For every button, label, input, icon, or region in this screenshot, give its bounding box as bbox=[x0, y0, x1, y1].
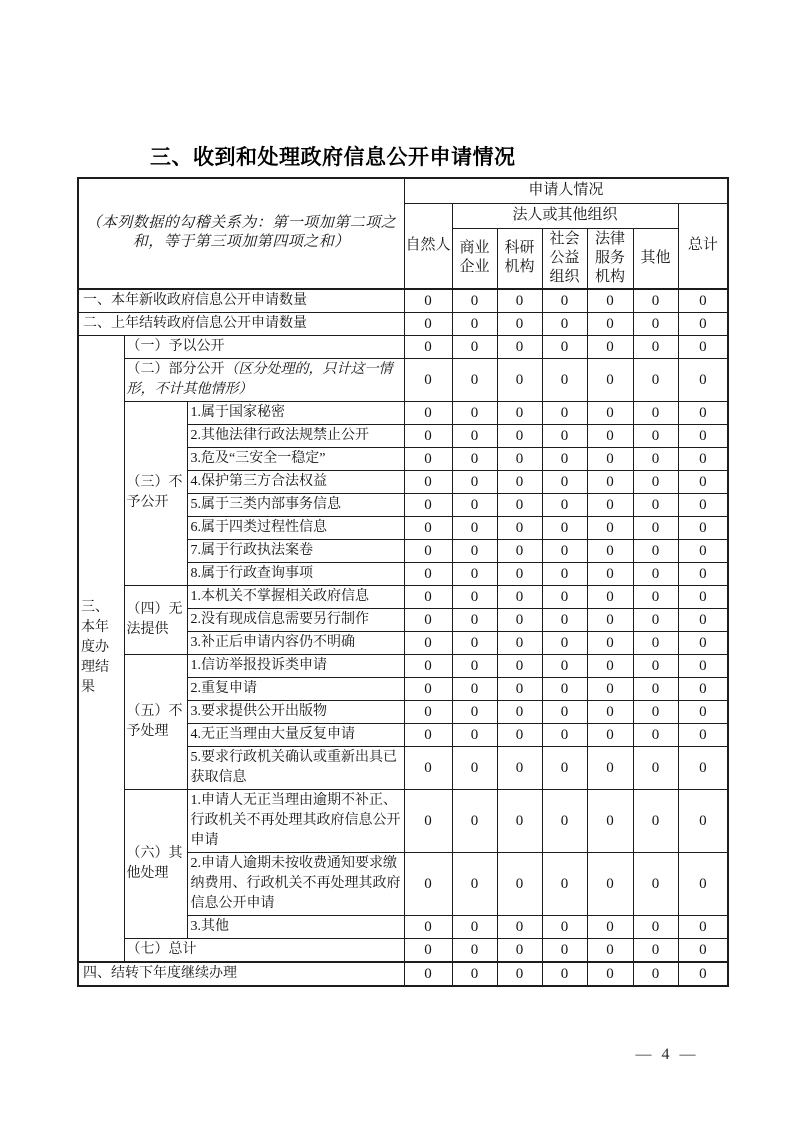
value-cell: 0 bbox=[497, 938, 542, 962]
value-cell: 0 bbox=[542, 562, 587, 585]
value-cell: 0 bbox=[633, 677, 678, 700]
row-label-item: 8.属于行政查询事项 bbox=[187, 562, 404, 585]
row-label-item: 1.信访举报投诉类申请 bbox=[187, 654, 404, 677]
page-number: — 4 — bbox=[635, 1046, 699, 1063]
value-cell: 0 bbox=[678, 608, 728, 631]
value-cell: 0 bbox=[678, 470, 728, 493]
value-cell: 0 bbox=[452, 789, 497, 852]
header-org-col-research: 科研机构 bbox=[497, 228, 542, 289]
value-cell: 0 bbox=[633, 852, 678, 915]
value-cell: 0 bbox=[678, 852, 728, 915]
value-cell: 0 bbox=[587, 962, 633, 986]
value-cell: 0 bbox=[678, 424, 728, 447]
value-cell: 0 bbox=[452, 915, 497, 938]
header-row-1 bbox=[78, 178, 728, 203]
value-cell: 0 bbox=[587, 539, 633, 562]
value-cell: 0 bbox=[633, 938, 678, 962]
value-cell: 0 bbox=[587, 516, 633, 539]
row-label-item: 5.要求行政机关确认或重新出具已获取信息 bbox=[187, 746, 404, 789]
value-cell: 0 bbox=[633, 915, 678, 938]
value-cell: 0 bbox=[452, 962, 497, 986]
page-title: 三、收到和处理政府信息公开申请情况 bbox=[150, 146, 516, 169]
header-org-col-legal-service: 法律服务机构 bbox=[587, 228, 633, 289]
value-cell: 0 bbox=[404, 723, 452, 746]
header-total: 总计 bbox=[678, 203, 728, 289]
table-body bbox=[78, 289, 728, 986]
value-cell: 0 bbox=[678, 516, 728, 539]
value-cell: 0 bbox=[497, 852, 542, 915]
row-label-item: 7.属于行政执法案卷 bbox=[187, 539, 404, 562]
value-cell: 0 bbox=[497, 358, 542, 401]
header-legal-org-group: 法人或其他组织 bbox=[452, 203, 678, 228]
value-cell: 0 bbox=[542, 700, 587, 723]
value-cell: 0 bbox=[542, 608, 587, 631]
value-cell: 0 bbox=[404, 493, 452, 516]
value-cell: 0 bbox=[633, 335, 678, 358]
value-cell: 0 bbox=[542, 470, 587, 493]
value-cell: 0 bbox=[452, 585, 497, 608]
value-cell: 0 bbox=[678, 562, 728, 585]
table-row bbox=[78, 789, 728, 852]
value-cell: 0 bbox=[587, 654, 633, 677]
value-cell: 0 bbox=[678, 915, 728, 938]
value-cell: 0 bbox=[587, 470, 633, 493]
row-label-main: 二、上年结转政府信息公开申请数量 bbox=[78, 312, 404, 335]
value-cell: 0 bbox=[587, 746, 633, 789]
value-cell: 0 bbox=[587, 562, 633, 585]
value-cell: 0 bbox=[497, 608, 542, 631]
value-cell: 0 bbox=[497, 289, 542, 313]
value-cell: 0 bbox=[497, 746, 542, 789]
row-label-item: 3.危及“三安全一稳定” bbox=[187, 447, 404, 470]
report-table bbox=[77, 177, 729, 987]
value-cell: 0 bbox=[497, 677, 542, 700]
value-cell: 0 bbox=[587, 585, 633, 608]
row-label-main: 四、结转下年度继续办理 bbox=[78, 962, 404, 986]
value-cell: 0 bbox=[633, 539, 678, 562]
value-cell: 0 bbox=[542, 401, 587, 424]
value-cell: 0 bbox=[542, 723, 587, 746]
value-cell: 0 bbox=[497, 539, 542, 562]
table-header bbox=[78, 178, 728, 289]
value-cell: 0 bbox=[452, 424, 497, 447]
value-cell: 0 bbox=[678, 654, 728, 677]
value-cell: 0 bbox=[497, 723, 542, 746]
value-cell: 0 bbox=[404, 516, 452, 539]
value-cell: 0 bbox=[633, 746, 678, 789]
row-label-item: 2.重复申请 bbox=[187, 677, 404, 700]
value-cell: 0 bbox=[678, 962, 728, 986]
value-cell: 0 bbox=[587, 424, 633, 447]
row-label-item: 3.其他 bbox=[187, 915, 404, 938]
value-cell: 0 bbox=[678, 401, 728, 424]
value-cell: 0 bbox=[542, 631, 587, 654]
value-cell: 0 bbox=[633, 789, 678, 852]
table-row bbox=[78, 938, 728, 962]
value-cell: 0 bbox=[587, 358, 633, 401]
row-label-item: 4.无正当理由大量反复申请 bbox=[187, 723, 404, 746]
value-cell: 0 bbox=[404, 470, 452, 493]
value-cell: 0 bbox=[633, 562, 678, 585]
value-cell: 0 bbox=[678, 312, 728, 335]
value-cell: 0 bbox=[452, 516, 497, 539]
value-cell: 0 bbox=[542, 746, 587, 789]
table-row bbox=[78, 585, 728, 608]
value-cell: 0 bbox=[633, 654, 678, 677]
value-cell: 0 bbox=[678, 585, 728, 608]
value-cell: 0 bbox=[678, 938, 728, 962]
value-cell: 0 bbox=[452, 312, 497, 335]
value-cell: 0 bbox=[542, 312, 587, 335]
value-cell: 0 bbox=[404, 585, 452, 608]
value-cell: 0 bbox=[587, 700, 633, 723]
value-cell: 0 bbox=[542, 335, 587, 358]
value-cell: 0 bbox=[633, 585, 678, 608]
value-cell: 0 bbox=[452, 358, 497, 401]
value-cell: 0 bbox=[452, 654, 497, 677]
value-cell: 0 bbox=[633, 723, 678, 746]
row-label-item: 6.属于四类过程性信息 bbox=[187, 516, 404, 539]
value-cell: 0 bbox=[587, 447, 633, 470]
value-cell: 0 bbox=[452, 608, 497, 631]
value-cell: 0 bbox=[452, 700, 497, 723]
value-cell: 0 bbox=[404, 938, 452, 962]
value-cell: 0 bbox=[404, 562, 452, 585]
value-cell: 0 bbox=[633, 470, 678, 493]
value-cell: 0 bbox=[587, 312, 633, 335]
value-cell: 0 bbox=[587, 608, 633, 631]
value-cell: 0 bbox=[587, 631, 633, 654]
value-cell: 0 bbox=[404, 401, 452, 424]
value-cell: 0 bbox=[633, 608, 678, 631]
row-label-subsection: （四）无法提供 bbox=[124, 585, 187, 654]
value-cell: 0 bbox=[404, 746, 452, 789]
value-cell: 0 bbox=[497, 654, 542, 677]
value-cell: 0 bbox=[452, 289, 497, 313]
value-cell: 0 bbox=[633, 516, 678, 539]
value-cell: 0 bbox=[452, 938, 497, 962]
value-cell: 0 bbox=[542, 789, 587, 852]
value-cell: 0 bbox=[633, 312, 678, 335]
value-cell: 0 bbox=[587, 852, 633, 915]
value-cell: 0 bbox=[452, 493, 497, 516]
value-cell: 0 bbox=[404, 654, 452, 677]
value-cell: 0 bbox=[678, 789, 728, 852]
value-cell: 0 bbox=[404, 424, 452, 447]
value-cell: 0 bbox=[542, 585, 587, 608]
value-cell: 0 bbox=[497, 424, 542, 447]
value-cell: 0 bbox=[497, 789, 542, 852]
table-row bbox=[78, 654, 728, 677]
value-cell: 0 bbox=[587, 723, 633, 746]
value-cell: 0 bbox=[452, 447, 497, 470]
value-cell: 0 bbox=[404, 312, 452, 335]
value-cell: 0 bbox=[404, 915, 452, 938]
row-label-item: 1.本机关不掌握相关政府信息 bbox=[187, 585, 404, 608]
value-cell: 0 bbox=[678, 358, 728, 401]
table-row bbox=[78, 962, 728, 986]
row-label-item: 1.属于国家秘密 bbox=[187, 401, 404, 424]
value-cell: 0 bbox=[678, 677, 728, 700]
value-cell: 0 bbox=[633, 700, 678, 723]
value-cell: 0 bbox=[452, 852, 497, 915]
value-cell: 0 bbox=[497, 493, 542, 516]
table-row bbox=[78, 312, 728, 335]
value-cell: 0 bbox=[404, 289, 452, 313]
value-cell: 0 bbox=[497, 915, 542, 938]
value-cell: 0 bbox=[542, 915, 587, 938]
value-cell: 0 bbox=[404, 852, 452, 915]
row-label-subsection: （七）总计 bbox=[124, 938, 404, 962]
value-cell: 0 bbox=[542, 493, 587, 516]
value-cell: 0 bbox=[497, 335, 542, 358]
value-cell: 0 bbox=[587, 289, 633, 313]
row-label-item: 2.没有现成信息需要另行制作 bbox=[187, 608, 404, 631]
table-row bbox=[78, 335, 728, 358]
value-cell: 0 bbox=[404, 539, 452, 562]
value-cell: 0 bbox=[633, 962, 678, 986]
value-cell: 0 bbox=[404, 447, 452, 470]
value-cell: 0 bbox=[497, 585, 542, 608]
value-cell: 0 bbox=[587, 789, 633, 852]
value-cell: 0 bbox=[452, 631, 497, 654]
value-cell: 0 bbox=[678, 493, 728, 516]
value-cell: 0 bbox=[678, 723, 728, 746]
value-cell: 0 bbox=[587, 677, 633, 700]
value-cell: 0 bbox=[633, 401, 678, 424]
row-label-subsection: （六）其他处理 bbox=[124, 789, 187, 938]
header-org-col-public-welfare: 社会公益组织 bbox=[542, 228, 587, 289]
header-applicant-group: 申请人情况 bbox=[404, 178, 728, 203]
value-cell: 0 bbox=[497, 401, 542, 424]
value-cell: 0 bbox=[497, 447, 542, 470]
value-cell: 0 bbox=[452, 746, 497, 789]
value-cell: 0 bbox=[678, 335, 728, 358]
value-cell: 0 bbox=[633, 289, 678, 313]
value-cell: 0 bbox=[452, 401, 497, 424]
header-org-col-other: 其他 bbox=[633, 228, 678, 289]
value-cell: 0 bbox=[452, 539, 497, 562]
value-cell: 0 bbox=[404, 335, 452, 358]
row-label-note: （区分处理的，只计这一情形，不计其他情形） bbox=[126, 361, 393, 397]
value-cell: 0 bbox=[587, 915, 633, 938]
value-cell: 0 bbox=[497, 962, 542, 986]
value-cell: 0 bbox=[542, 424, 587, 447]
table-row bbox=[78, 401, 728, 424]
value-cell: 0 bbox=[452, 723, 497, 746]
value-cell: 0 bbox=[497, 470, 542, 493]
value-cell: 0 bbox=[452, 562, 497, 585]
value-cell: 0 bbox=[404, 358, 452, 401]
row-label-item: 3.补正后申请内容仍不明确 bbox=[187, 631, 404, 654]
value-cell: 0 bbox=[404, 789, 452, 852]
row-label-item: 4.保护第三方合法权益 bbox=[187, 470, 404, 493]
value-cell: 0 bbox=[542, 539, 587, 562]
value-cell: 0 bbox=[587, 401, 633, 424]
value-cell: 0 bbox=[678, 289, 728, 313]
value-cell: 0 bbox=[633, 447, 678, 470]
value-cell: 0 bbox=[542, 852, 587, 915]
value-cell: 0 bbox=[542, 677, 587, 700]
value-cell: 0 bbox=[497, 631, 542, 654]
row-label-item: 5.属于三类内部事务信息 bbox=[187, 493, 404, 516]
value-cell: 0 bbox=[678, 631, 728, 654]
value-cell: 0 bbox=[542, 654, 587, 677]
row-label-item: 3.要求提供公开出版物 bbox=[187, 700, 404, 723]
value-cell: 0 bbox=[542, 358, 587, 401]
value-cell: 0 bbox=[587, 335, 633, 358]
row-label-main: 一、本年新收政府信息公开申请数量 bbox=[78, 289, 404, 313]
value-cell: 0 bbox=[497, 562, 542, 585]
value-cell: 0 bbox=[542, 938, 587, 962]
value-cell: 0 bbox=[497, 700, 542, 723]
value-cell: 0 bbox=[633, 493, 678, 516]
row-label-subsection: （二）部分公开（区分处理的，只计这一情形，不计其他情形） bbox=[124, 358, 404, 401]
row-label-item: 2.其他法律行政法规禁止公开 bbox=[187, 424, 404, 447]
table-row bbox=[78, 289, 728, 313]
value-cell: 0 bbox=[404, 962, 452, 986]
value-cell: 0 bbox=[633, 358, 678, 401]
value-cell: 0 bbox=[452, 470, 497, 493]
value-cell: 0 bbox=[497, 516, 542, 539]
value-cell: 0 bbox=[633, 631, 678, 654]
value-cell: 0 bbox=[452, 335, 497, 358]
value-cell: 0 bbox=[542, 447, 587, 470]
row-label-subsection: （三）不予公开 bbox=[124, 401, 187, 585]
header-note-cell: （本列数据的勾稽关系为：第一项加第二项之和，等于第三项加第四项之和） bbox=[78, 178, 404, 289]
value-cell: 0 bbox=[404, 700, 452, 723]
value-cell: 0 bbox=[404, 608, 452, 631]
value-cell: 0 bbox=[542, 516, 587, 539]
row-label-item: 2.申请人逾期未按收费通知要求缴纳费用、行政机关不再处理其政府信息公开申请 bbox=[187, 852, 404, 915]
value-cell: 0 bbox=[678, 447, 728, 470]
row-label-item: 1.申请人无正当理由逾期不补正、行政机关不再处理其政府信息公开申请 bbox=[187, 789, 404, 852]
row-label-section: 三、本年度办理结果 bbox=[78, 335, 124, 962]
value-cell: 0 bbox=[678, 700, 728, 723]
value-cell: 0 bbox=[587, 938, 633, 962]
value-cell: 0 bbox=[452, 677, 497, 700]
value-cell: 0 bbox=[678, 746, 728, 789]
value-cell: 0 bbox=[542, 962, 587, 986]
value-cell: 0 bbox=[633, 424, 678, 447]
value-cell: 0 bbox=[497, 312, 542, 335]
header-natural-person: 自然人 bbox=[404, 203, 452, 289]
value-cell: 0 bbox=[678, 539, 728, 562]
value-cell: 0 bbox=[404, 631, 452, 654]
row-label-subsection: （一）予以公开 bbox=[124, 335, 404, 358]
table-row bbox=[78, 358, 728, 401]
header-org-col-business: 商业企业 bbox=[452, 228, 497, 289]
value-cell: 0 bbox=[587, 493, 633, 516]
value-cell: 0 bbox=[542, 289, 587, 313]
value-cell: 0 bbox=[404, 677, 452, 700]
row-label-subsection: （五）不予处理 bbox=[124, 654, 187, 789]
